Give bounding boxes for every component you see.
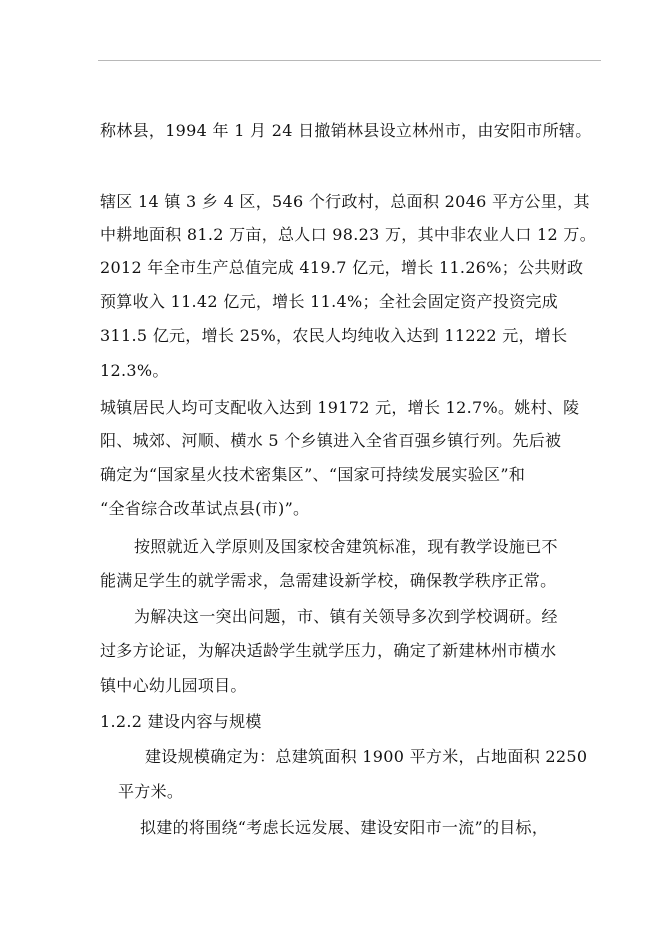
paragraph-line: 按照就近入学原则及国家校舍建筑标准，现有教学设施已不 <box>134 537 558 556</box>
paragraph-line: 阳、城郊、河顺、横水 5 个乡镇进入全省百强乡镇行列。先后被 <box>100 431 562 450</box>
section-heading: 1.2.2 建设内容与规模 <box>100 712 262 731</box>
paragraph-line: 建设规模确定为：总建筑面积 1900 平方米，占地面积 2250 <box>145 747 588 766</box>
paragraph-line: 拟建的将围绕“考虑长远发展、建设安阳市一流”的目标， <box>140 818 549 837</box>
paragraph-line: 镇中心幼儿园项目。 <box>100 676 247 695</box>
paragraph-line: 中耕地面积 81.2 万亩，总人口 98.23 万，其中非农业人口 12 万。 <box>100 225 597 244</box>
paragraph-line: 确定为“国家星火技术密集区”、“国家可持续发展实验区”和 <box>100 465 526 484</box>
paragraph-line: 311.5 亿元，增长 25%，农民人均纯收入达到 11222 元，增长 <box>100 326 568 345</box>
paragraph-line: 2012 年全市生产总值完成 419.7 亿元，增长 11.26%；公共财政 <box>100 258 584 277</box>
paragraph-line: 平方米。 <box>118 782 184 801</box>
paragraph-line: 过多方论证，为解决适龄学生就学压力，确定了新建林州市横水 <box>100 641 557 660</box>
paragraph-line: 称林县，1994 年 1 月 24 日撤销林县设立林州市，由安阳市所辖。 <box>100 121 592 140</box>
paragraph-line: 城镇居民人均可支配收入达到 19172 元，增长 12.7%。姚村、陵 <box>100 398 580 417</box>
paragraph-line: “全省综合改革试点县(市)”。 <box>100 499 310 518</box>
paragraph-line: 12.3%。 <box>100 361 169 380</box>
paragraph-line: 能满足学生的就学需求，急需建设新学校，确保教学秩序正常。 <box>100 571 557 590</box>
paragraph-line: 预算收入 11.42 亿元，增长 11.4%；全社会固定资产投资完成 <box>100 292 559 311</box>
header-rule <box>98 60 601 61</box>
paragraph-line: 辖区 14 镇 3 乡 4 区，546 个行政村，总面积 2046 平方公里，其 <box>100 192 590 211</box>
paragraph-line: 为解决这一突出问题，市、镇有关领导多次到学校调研。经 <box>134 607 558 626</box>
